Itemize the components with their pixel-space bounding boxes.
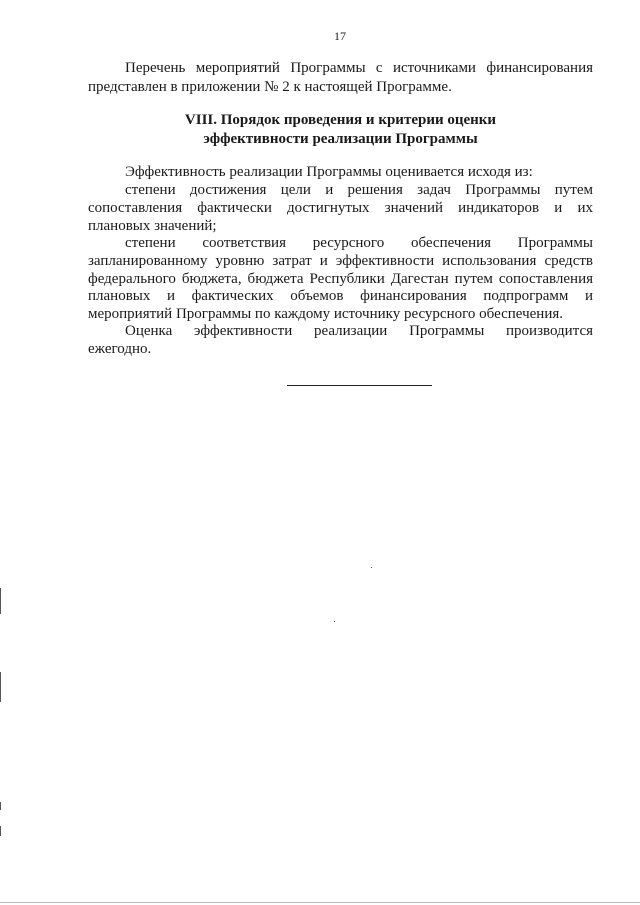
- criterion-2-line-4: плановых и фактических объемов финансирования подпрограмм и: [88, 288, 593, 304]
- scan-speck: [371, 567, 372, 568]
- criterion-1-line-1: степени достижения цели и решения задач Программы путем: [125, 182, 593, 198]
- criterion-2-line-1: степени соответствия ресурсного обеспечения Программы: [125, 235, 593, 251]
- paragraph-evaluation-line-1: Оценка эффективности реализации Программы производится: [125, 323, 593, 339]
- intro-line-2: представлен в приложении № 2 к настоящей Программе.: [88, 79, 452, 95]
- criterion-2-line-3: федерального бюджета, бюджета Республики Дагестан путем сопоставления: [88, 271, 593, 287]
- section-title-line-1: VIII. Порядок проведения и критерии оценки: [184, 112, 497, 128]
- paragraph-criteria-intro: Эффективность реализации Программы оценивается исходя из:: [125, 164, 533, 180]
- page-number: 17: [334, 29, 346, 43]
- scan-edge-mark: [0, 672, 1, 702]
- scan-speck: [334, 621, 335, 622]
- criterion-2-line-2: запланированному уровню затрат и эффективности использования средств: [88, 253, 593, 269]
- scan-bottom-edge: [0, 902, 640, 903]
- criterion-1-line-3: плановых значений;: [88, 218, 217, 234]
- criterion-1-line-2: сопоставления фактически достигнутых значений индикаторов и их: [88, 200, 593, 216]
- criterion-2-line-5: мероприятий Программы по каждому источнику ресурсного обеспечения.: [88, 306, 563, 322]
- scan-edge-mark: [0, 802, 1, 810]
- section-title-line-2: эффективности реализации Программы: [203, 131, 478, 147]
- intro-line-1: Перечень мероприятий Программы с источниками финансирования: [125, 60, 593, 76]
- scan-edge-mark: [0, 826, 1, 836]
- scan-edge-mark: [0, 588, 1, 614]
- end-of-text-rule: [287, 385, 432, 386]
- paragraph-evaluation-line-2: ежегодно.: [88, 341, 152, 357]
